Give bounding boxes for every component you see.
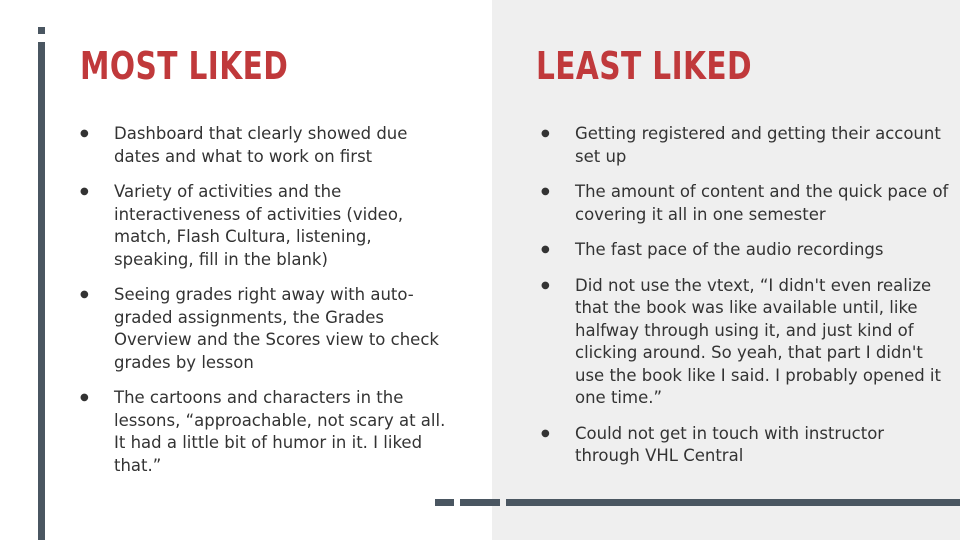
list-item: ● Dashboard that clearly showed due dates and what to work on first — [80, 123, 450, 168]
list-item: ● Could not get in touch with instructor through VHL Central — [541, 423, 951, 468]
decor-horizontal-bar — [506, 499, 960, 506]
least-liked-list — [541, 123, 951, 481]
decor-dash-2 — [460, 499, 500, 506]
most-liked-list — [80, 123, 450, 490]
list-item: ● Did not use the vtext, “I didn't even realize that the book was like available until, like halfway through using it, and just kind of clicking around. So yeah, that part I didn't use the book like I said. I probably opened it one time.” — [541, 275, 951, 410]
list-item: ● The amount of content and the quick pace of covering it all in one semester — [541, 181, 951, 226]
list-item: ● Seeing grades right away with auto-graded assignments, the Grades Overview and the Scores view to check grades by lesson — [80, 284, 450, 374]
list-item: ● Variety of activities and the interactiveness of activities (video, match, Flash Cultura, listening, speaking, fill in the blank) — [80, 181, 450, 271]
decor-vertical-bar — [38, 42, 45, 540]
list-item: ● Getting registered and getting their account set up — [541, 123, 951, 168]
decor-dash-1 — [435, 499, 454, 506]
decor-square-top-left — [38, 27, 45, 34]
list-item: ● The fast pace of the audio recordings — [541, 239, 951, 262]
least-liked-title: LEAST LIKED — [536, 44, 752, 88]
most-liked-title: MOST LIKED — [80, 44, 289, 88]
list-item: ● The cartoons and characters in the lessons, “approachable, not scary at all. It had a little bit of humor in it. I liked that.” — [80, 387, 450, 477]
